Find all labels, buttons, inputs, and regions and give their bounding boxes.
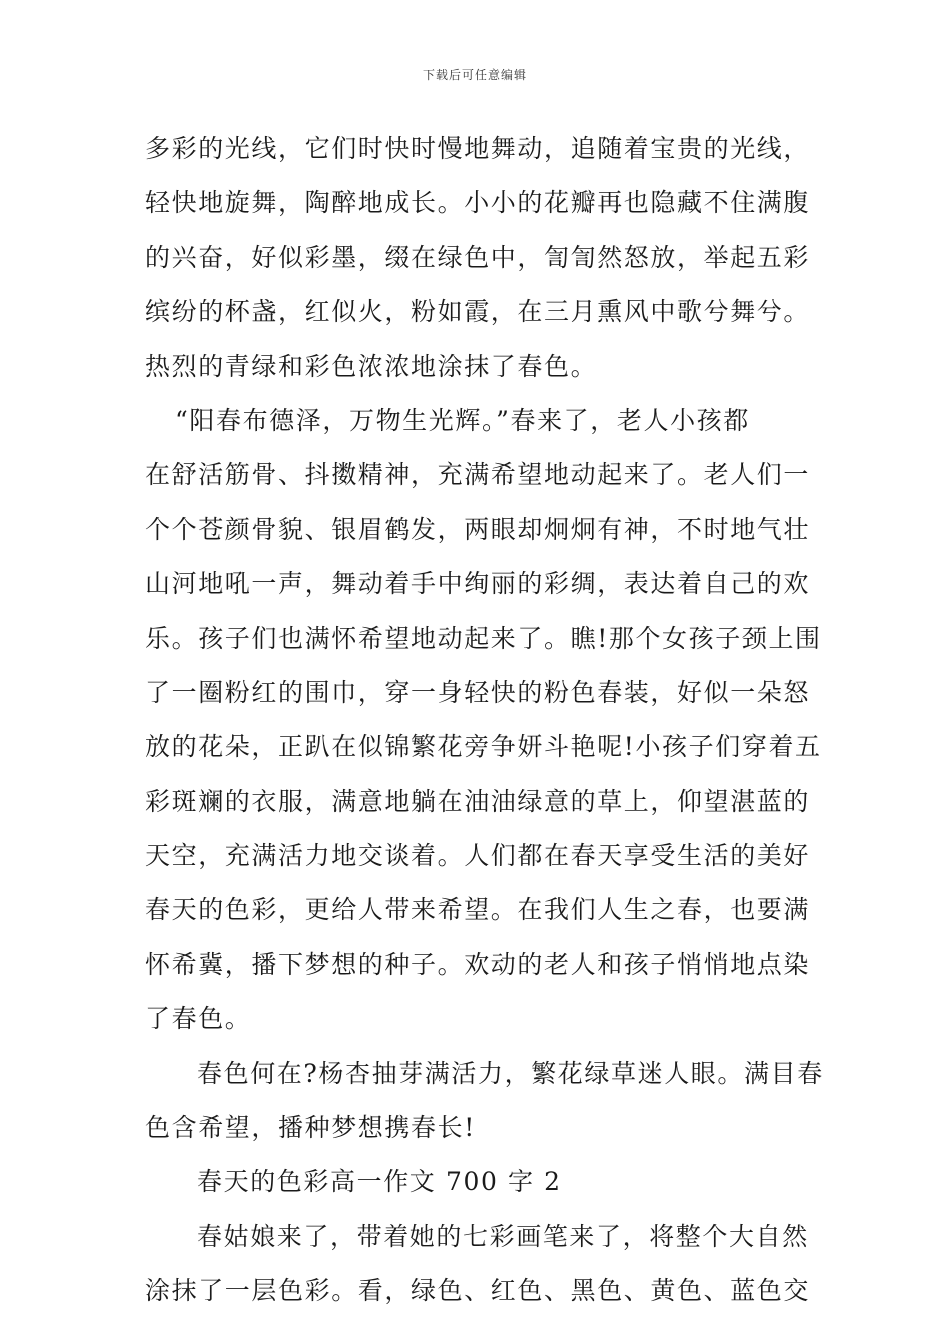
text-line: 了春色。 (145, 1004, 252, 1034)
text-line: 热烈的青绿和彩色浓浓地涂抹了春色。 (145, 351, 598, 381)
paragraph-start-line: “阳春布德泽，万物生光辉。”春来了，老人小孩都 (175, 405, 750, 435)
text-line: 怀希冀，播下梦想的种子。欢动的老人和孩子悄悄地点染 (145, 949, 811, 979)
paragraph-start-line: 春色何在?杨杏抽芽满活力，繁花绿草迷人眼。满目春 (197, 1058, 824, 1088)
document-body (145, 126, 824, 1323)
text-line: 乐。孩子们也满怀希望地动起来了。瞧!那个女孩子颈上围 (145, 623, 822, 653)
text-line: 在舒活筋骨、抖擞精神，充满希望地动起来了。老人们一 (145, 460, 811, 490)
text-line: 多彩的光线，它们时快时慢地舞动，追随着宝贵的光线， (145, 134, 811, 163)
text-line: 了一圈粉红的围巾，穿一身轻快的粉色春装，好似一朵怒 (145, 677, 811, 707)
text-line: 涂抹了一层色彩。看，绿色、红色、黑色、黄色、蓝色交 (145, 1276, 811, 1306)
text-line: 的兴奋，好似彩墨，缀在绿色中，訇訇然怒放，举起五彩 (145, 242, 811, 272)
text-line: 轻快地旋舞，陶醉地成长。小小的花瓣再也隐藏不住满腹 (145, 188, 811, 218)
page-header: 下载后可任意编辑 (422, 68, 527, 82)
text-line: 天空，充满活力地交谈着。人们都在春天享受生活的美好 (145, 841, 811, 871)
text-line: 色含希望，播种梦想携春长! (145, 1113, 476, 1143)
text-line: 春天的色彩，更给人带来希望。在我们人生之春，也要满 (145, 895, 811, 925)
text-line: 放的花朵，正趴在似锦繁花旁争妍斗艳呢!小孩子们穿着五 (145, 732, 822, 762)
text-line: 彩斑斓的衣服，满意地躺在油油绿意的草上，仰望湛蓝的 (145, 786, 811, 816)
text-line: 山河地吼一声，舞动着手中绚丽的彩绸，表达着自己的欢 (145, 569, 811, 599)
text-line: 缤纷的杯盏，红似火，粉如霞，在三月熏风中歌兮舞兮。 (145, 297, 811, 327)
section-heading: 春天的色彩高一作文 700 字 2 (197, 1167, 562, 1197)
paragraph-start-line: 春姑娘来了，带着她的七彩画笔来了，将整个大自然 (197, 1221, 809, 1251)
text-line: 个个苍颜骨貌、银眉鹤发，两眼却炯炯有神，不时地气壮 (145, 514, 811, 544)
